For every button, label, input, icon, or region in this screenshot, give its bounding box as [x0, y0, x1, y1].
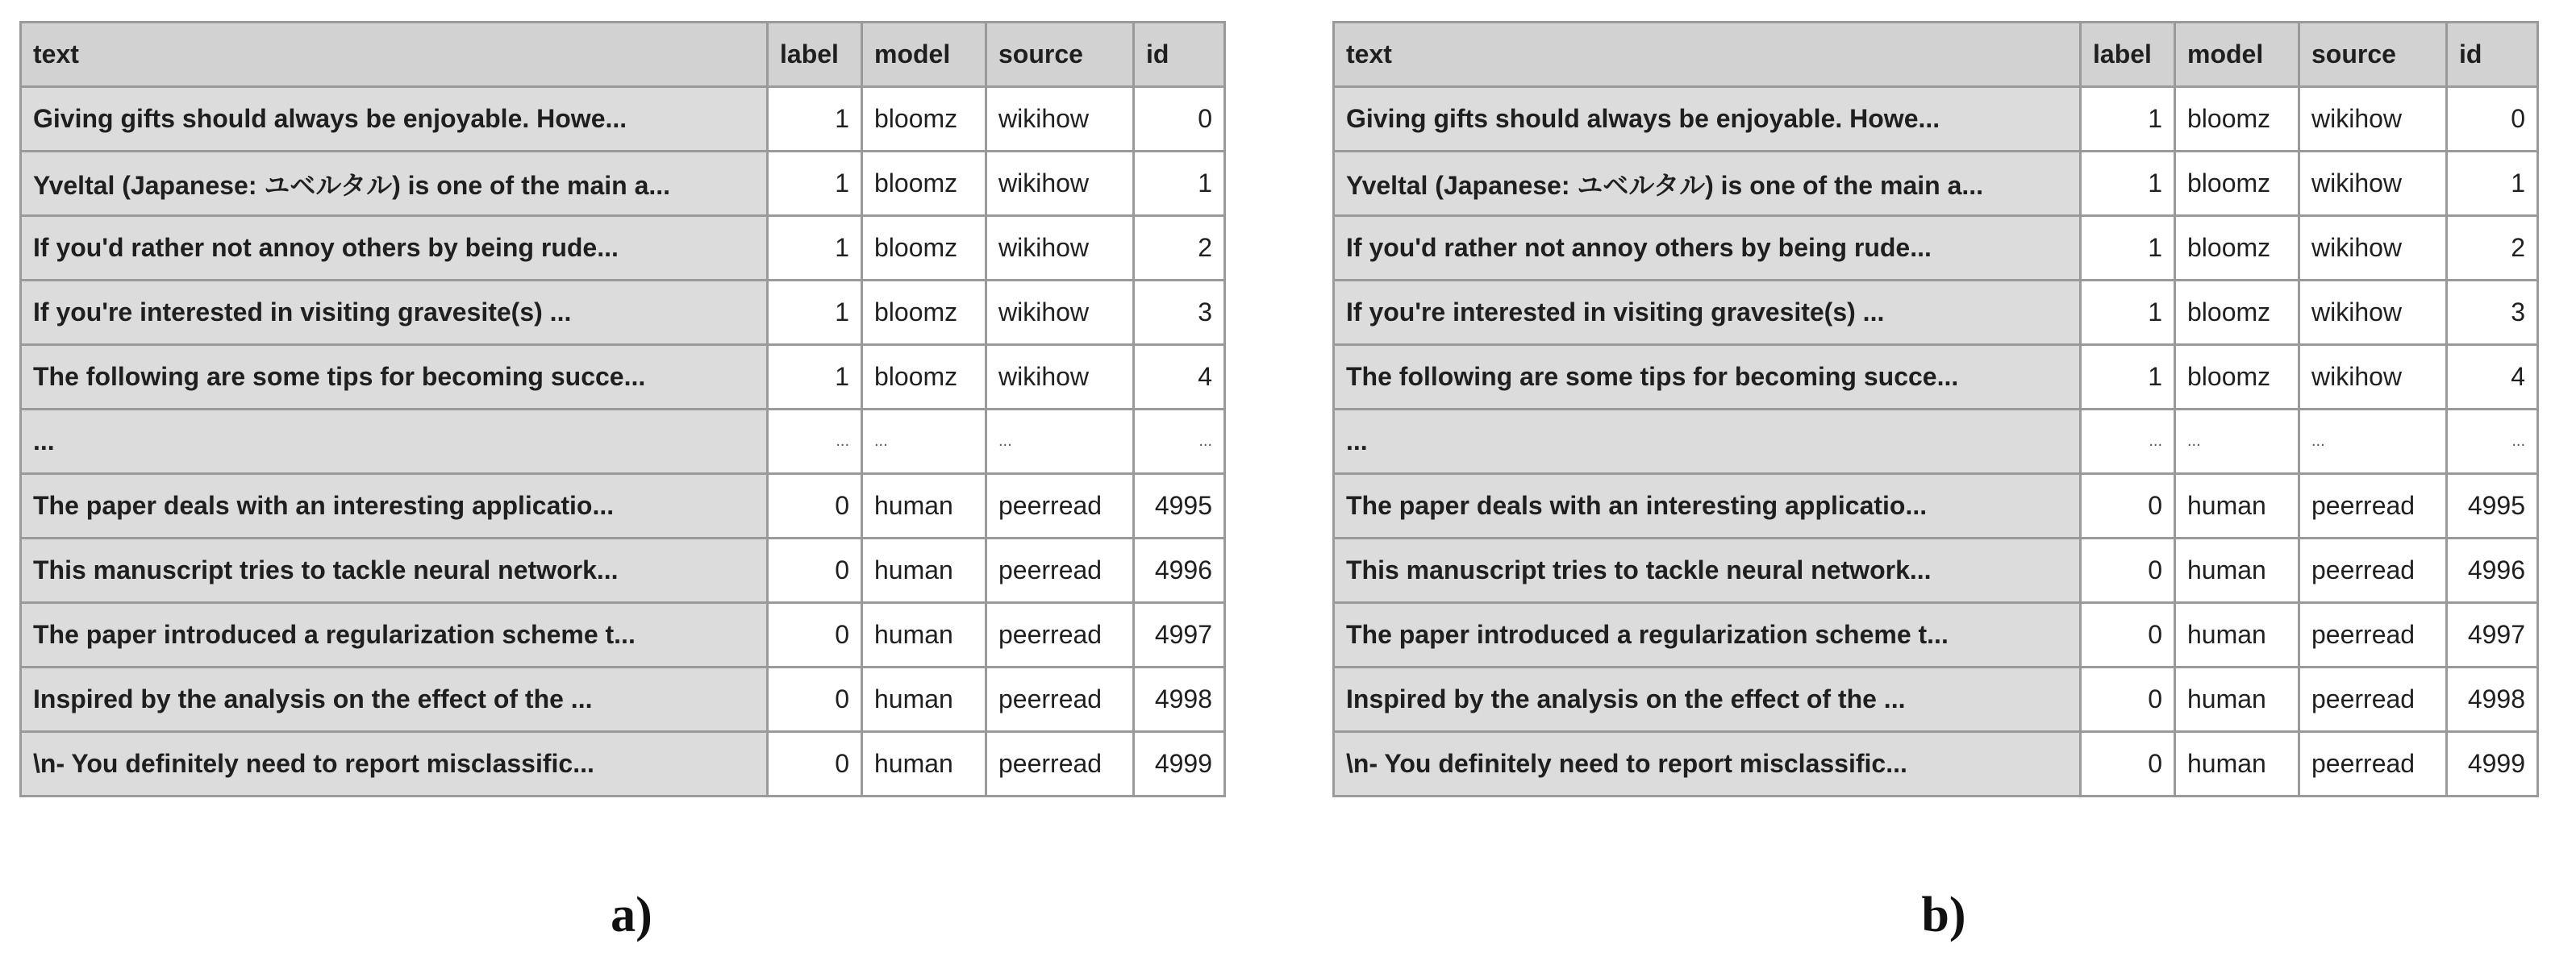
source-cell: wikihow	[986, 345, 1134, 410]
label-cell: ...	[768, 410, 862, 474]
table-panel-b	[1332, 21, 2539, 797]
column-header-label: label	[2081, 23, 2175, 87]
model-cell: human	[862, 603, 986, 668]
label-cell: 0	[2081, 603, 2175, 668]
label-cell: 0	[768, 539, 862, 603]
id-cell: 1	[1134, 152, 1225, 216]
dataframe-table-a	[19, 21, 1226, 797]
table-row	[1334, 410, 2538, 474]
source-cell: peerread	[2299, 539, 2447, 603]
column-header-source: source	[2299, 23, 2447, 87]
table-row	[21, 281, 1225, 345]
text-cell: The paper deals with an interesting applicatio...	[1334, 474, 2081, 539]
id-cell: 1	[2447, 152, 2538, 216]
text-cell: \n- You definitely need to report misclassific...	[21, 732, 768, 797]
model-cell: bloomz	[2175, 345, 2299, 410]
source-cell: peerread	[986, 603, 1134, 668]
model-cell: human	[2175, 474, 2299, 539]
source-cell: wikihow	[2299, 87, 2447, 152]
text-cell: This manuscript tries to tackle neural network...	[21, 539, 768, 603]
label-cell: ...	[2081, 410, 2175, 474]
source-cell: peerread	[986, 732, 1134, 797]
label-cell: 0	[768, 603, 862, 668]
text-cell: Inspired by the analysis on the effect of the ...	[1334, 668, 2081, 732]
column-header-source: source	[986, 23, 1134, 87]
model-cell: bloomz	[862, 281, 986, 345]
text-cell: The following are some tips for becoming succe...	[21, 345, 768, 410]
text-cell: ...	[21, 410, 768, 474]
model-cell: ...	[862, 410, 986, 474]
model-cell: bloomz	[2175, 281, 2299, 345]
id-cell: 4995	[1134, 474, 1225, 539]
model-cell: human	[2175, 668, 2299, 732]
source-cell: wikihow	[2299, 345, 2447, 410]
text-cell: If you'd rather not annoy others by being rude...	[1334, 216, 2081, 281]
table-row	[21, 474, 1225, 539]
column-header-model: model	[862, 23, 986, 87]
model-cell: human	[862, 732, 986, 797]
label-cell: 1	[2081, 281, 2175, 345]
id-cell: 3	[2447, 281, 2538, 345]
id-cell: 2	[1134, 216, 1225, 281]
caption-b: b)	[1921, 888, 1966, 942]
table-panel-a	[19, 21, 1226, 797]
label-cell: 0	[768, 668, 862, 732]
source-cell: peerread	[986, 668, 1134, 732]
label-cell: 0	[2081, 474, 2175, 539]
column-header-text: text	[21, 23, 768, 87]
table-row	[1334, 474, 2538, 539]
model-cell: bloomz	[2175, 216, 2299, 281]
source-cell: peerread	[2299, 668, 2447, 732]
id-cell: 2	[2447, 216, 2538, 281]
header-row	[1334, 23, 2538, 87]
text-cell: The paper deals with an interesting applicatio...	[21, 474, 768, 539]
text-cell: ...	[1334, 410, 2081, 474]
label-cell: 1	[2081, 152, 2175, 216]
label-cell: 0	[768, 474, 862, 539]
text-cell: This manuscript tries to tackle neural network...	[1334, 539, 2081, 603]
id-cell: 4998	[1134, 668, 1225, 732]
source-cell: peerread	[986, 539, 1134, 603]
id-cell: 4	[2447, 345, 2538, 410]
label-cell: 1	[768, 216, 862, 281]
source-cell: peerread	[986, 474, 1134, 539]
table-row	[21, 668, 1225, 732]
table-row	[1334, 668, 2538, 732]
id-cell: 4997	[1134, 603, 1225, 668]
label-cell: 1	[768, 281, 862, 345]
id-cell: 4997	[2447, 603, 2538, 668]
text-cell: Giving gifts should always be enjoyable. Howe...	[1334, 87, 2081, 152]
table-row	[21, 216, 1225, 281]
table-row	[21, 152, 1225, 216]
label-cell: 0	[2081, 668, 2175, 732]
table-row	[1334, 732, 2538, 797]
table-row	[21, 603, 1225, 668]
label-cell: 1	[768, 152, 862, 216]
table-row	[1334, 603, 2538, 668]
label-cell: 1	[768, 345, 862, 410]
source-cell: wikihow	[986, 87, 1134, 152]
model-cell: bloomz	[862, 216, 986, 281]
text-cell: The paper introduced a regularization scheme t...	[1334, 603, 2081, 668]
id-cell: 4996	[1134, 539, 1225, 603]
id-cell: ...	[1134, 410, 1225, 474]
model-cell: human	[862, 539, 986, 603]
label-cell: 1	[2081, 87, 2175, 152]
source-cell: wikihow	[986, 152, 1134, 216]
table-row	[1334, 216, 2538, 281]
header-row	[21, 23, 1225, 87]
table-row	[1334, 152, 2538, 216]
model-cell: ...	[2175, 410, 2299, 474]
column-header-text: text	[1334, 23, 2081, 87]
model-cell: bloomz	[862, 345, 986, 410]
table-row	[1334, 281, 2538, 345]
text-cell: Yveltal (Japanese: ユベルタル) is one of the main a...	[21, 152, 768, 216]
model-cell: human	[862, 668, 986, 732]
table-row	[1334, 539, 2538, 603]
model-cell: bloomz	[862, 87, 986, 152]
text-cell: If you're interested in visiting gravesite(s) ...	[21, 281, 768, 345]
table-row	[1334, 87, 2538, 152]
label-cell: 1	[768, 87, 862, 152]
table-row	[21, 410, 1225, 474]
id-cell: ...	[2447, 410, 2538, 474]
column-header-label: label	[768, 23, 862, 87]
source-cell: wikihow	[2299, 216, 2447, 281]
id-cell: 4998	[2447, 668, 2538, 732]
table-row	[21, 87, 1225, 152]
label-cell: 0	[768, 732, 862, 797]
text-cell: The paper introduced a regularization scheme t...	[21, 603, 768, 668]
source-cell: peerread	[2299, 474, 2447, 539]
model-cell: bloomz	[862, 152, 986, 216]
source-cell: wikihow	[986, 281, 1134, 345]
caption-a: a)	[611, 888, 652, 942]
table-row	[21, 345, 1225, 410]
id-cell: 4999	[1134, 732, 1225, 797]
column-header-model: model	[2175, 23, 2299, 87]
dataframe-table-b	[1332, 21, 2539, 797]
label-cell: 0	[2081, 539, 2175, 603]
source-cell: ...	[986, 410, 1134, 474]
id-cell: 0	[1134, 87, 1225, 152]
text-cell: Giving gifts should always be enjoyable. Howe...	[21, 87, 768, 152]
table-row	[1334, 345, 2538, 410]
model-cell: human	[2175, 603, 2299, 668]
text-cell: Inspired by the analysis on the effect of the ...	[21, 668, 768, 732]
label-cell: 0	[2081, 732, 2175, 797]
model-cell: human	[2175, 732, 2299, 797]
text-cell: If you're interested in visiting gravesite(s) ...	[1334, 281, 2081, 345]
source-cell: wikihow	[2299, 152, 2447, 216]
table-row	[21, 732, 1225, 797]
model-cell: human	[862, 474, 986, 539]
id-cell: 3	[1134, 281, 1225, 345]
source-cell: wikihow	[986, 216, 1134, 281]
id-cell: 4	[1134, 345, 1225, 410]
id-cell: 0	[2447, 87, 2538, 152]
column-header-id: id	[2447, 23, 2538, 87]
model-cell: bloomz	[2175, 152, 2299, 216]
model-cell: bloomz	[2175, 87, 2299, 152]
id-cell: 4999	[2447, 732, 2538, 797]
source-cell: wikihow	[2299, 281, 2447, 345]
table-row	[21, 539, 1225, 603]
source-cell: ...	[2299, 410, 2447, 474]
source-cell: peerread	[2299, 603, 2447, 668]
id-cell: 4995	[2447, 474, 2538, 539]
id-cell: 4996	[2447, 539, 2538, 603]
model-cell: human	[2175, 539, 2299, 603]
text-cell: The following are some tips for becoming succe...	[1334, 345, 2081, 410]
column-header-id: id	[1134, 23, 1225, 87]
source-cell: peerread	[2299, 732, 2447, 797]
label-cell: 1	[2081, 345, 2175, 410]
label-cell: 1	[2081, 216, 2175, 281]
text-cell: \n- You definitely need to report misclassific...	[1334, 732, 2081, 797]
text-cell: If you'd rather not annoy others by being rude...	[21, 216, 768, 281]
text-cell: Yveltal (Japanese: ユベルタル) is one of the main a...	[1334, 152, 2081, 216]
